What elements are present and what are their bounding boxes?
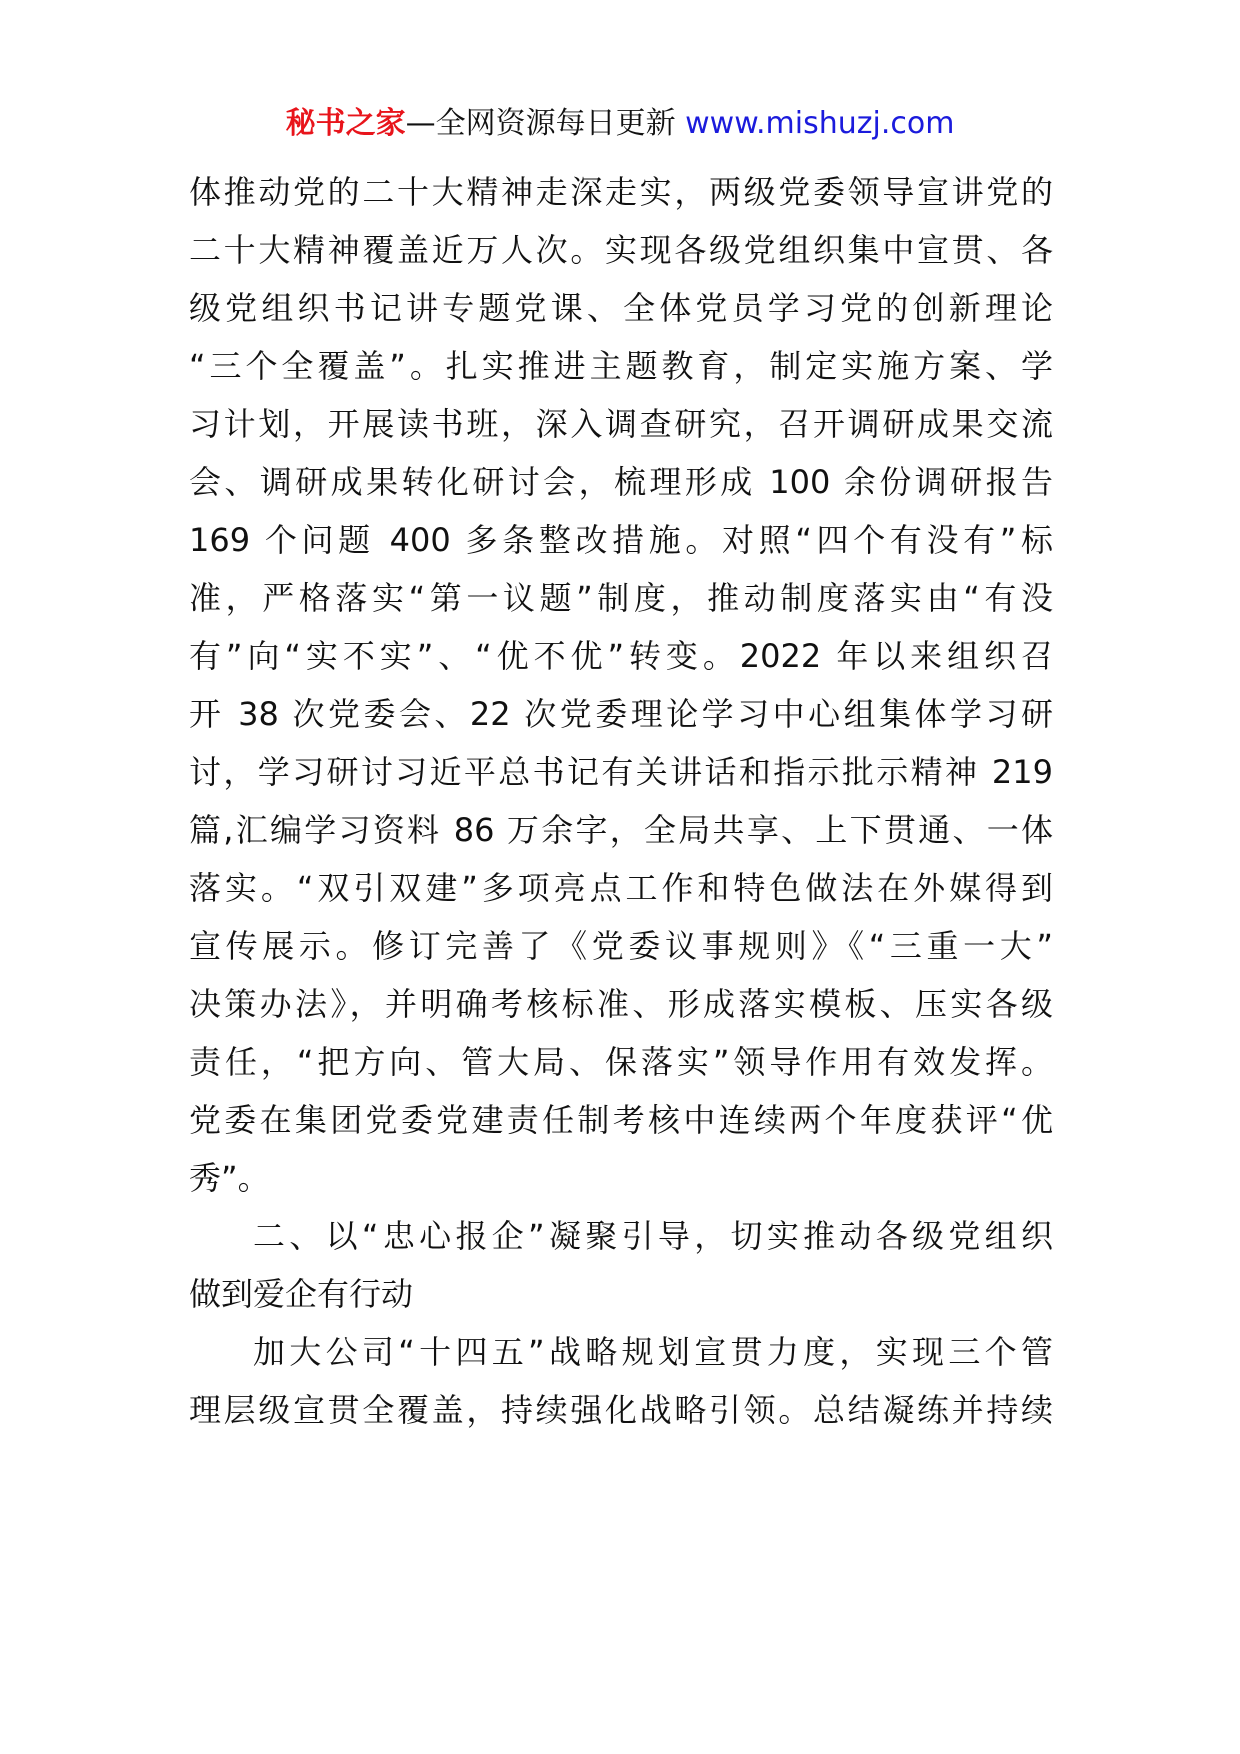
body-line: 会、调研成果转化研讨会，梳理形成 100 余份调研报告: [189, 463, 1053, 501]
body-line: 落实。“双引双建”多项亮点工作和特色做法在外媒得到: [189, 869, 1053, 907]
section-heading-line: 做到爱企有行动: [189, 1275, 414, 1313]
body-line: 开 38 次党委会、22 次党委理论学习中心组集体学习研: [189, 695, 1053, 733]
body-line: 理层级宣贯全覆盖，持续强化战略引领。总结凝练并持续: [189, 1391, 1053, 1429]
site-header: [0, 102, 1240, 146]
body-line: 党委在集团党委党建责任制考核中连续两个年度获评“优: [189, 1101, 1053, 1139]
body-line: 加大公司“十四五”战略规划宣贯力度，实现三个管: [253, 1333, 1053, 1371]
site-url-link[interactable]: www.mishuzj.com: [685, 106, 955, 141]
body-line: 准，严格落实“第一议题”制度，推动制度落实由“有没: [189, 579, 1053, 617]
body-line: 体推动党的二十大精神走深走实，两级党委领导宣讲党的: [189, 173, 1053, 211]
site-tagline: —全网资源每日更新: [405, 106, 686, 141]
body-line: 责任，“把方向、管大局、保落实”领导作用有效发挥。: [189, 1043, 1053, 1081]
body-line: 决策办法》，并明确考核标准、形成落实模板、压实各级: [189, 985, 1053, 1023]
body-line: 二十大精神覆盖近万人次。实现各级党组织集中宣贯、各: [189, 231, 1053, 269]
body-line: “三个全覆盖”。扎实推进主题教育，制定实施方案、学: [189, 347, 1053, 385]
body-line: 讨，学习研讨习近平总书记有关讲话和指示批示精神 219: [189, 753, 1053, 791]
body-line: 篇,汇编学习资料 86 万余字，全局共享、上下贯通、一体: [189, 811, 1053, 849]
body-line: 习计划，开展读书班，深入调查研究，召开调研成果交流: [189, 405, 1053, 443]
body-line: 169 个问题 400 多条整改措施。对照“四个有没有”标: [189, 521, 1053, 559]
site-brand: 秘书之家: [285, 106, 406, 141]
body-line: 秀”。: [189, 1159, 270, 1197]
body-line: 有”向“实不实”、“优不优”转变。2022 年以来组织召: [189, 637, 1053, 675]
section-heading-line: 二、以“忠心报企”凝聚引导，切实推动各级党组织: [253, 1217, 1053, 1255]
body-line: 宣传展示。修订完善了《党委议事规则》《“三重一大”: [189, 927, 1053, 965]
body-line: 级党组织书记讲专题党课、全体党员学习党的创新理论: [189, 289, 1053, 327]
